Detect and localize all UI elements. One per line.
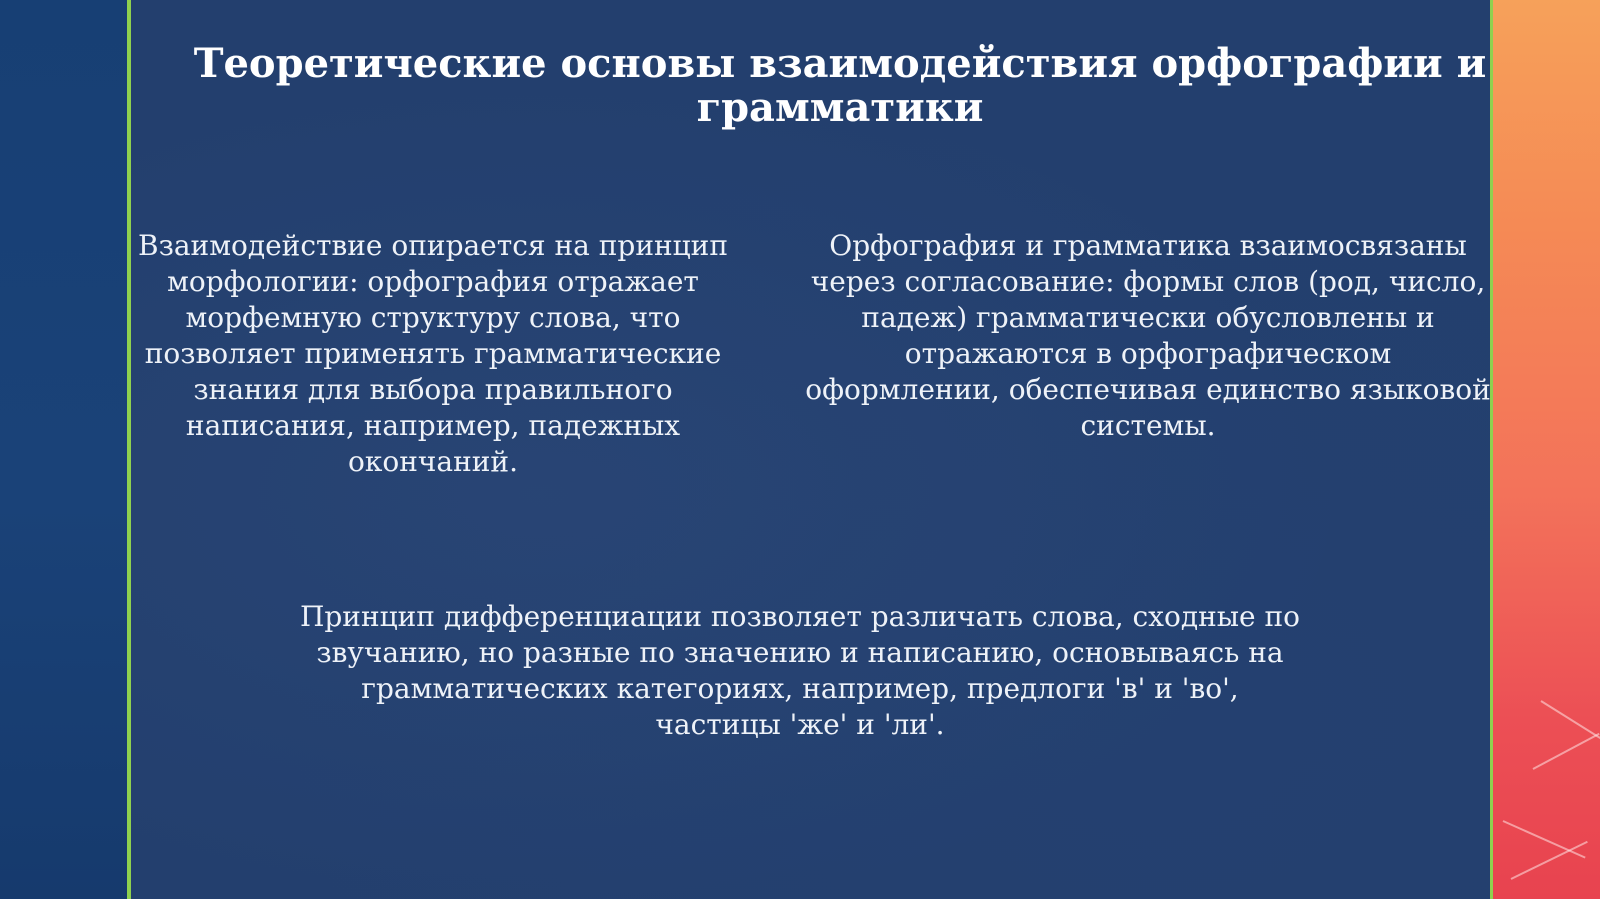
left-background-band — [0, 0, 127, 899]
text-block-agreement: Орфография и грамматика взаимосвязаны через согласование: формы слов (род, число, падеж) грамматически обусловлены и отражаются в орфографическом оформлении, обеспечивая единство языковой системы. — [805, 229, 1491, 442]
right-decorative-band — [1493, 0, 1600, 899]
decorative-line — [1533, 733, 1600, 770]
text-block-differentiation: Принцип дифференциации позволяет различать слова, сходные по звучанию, но разные по значению и написанию, основываясь на грамматических категориях, например, предлоги 'в' и 'во', частицы 'же' и 'ли'. — [299, 600, 1301, 741]
text-block-morphology: Взаимодействие опирается на принцип морфологии: орфография отражает морфемную структуру слова, что позволяет применять грамматические знания для выбора правильного написания, например, падежных окончаний. — [138, 229, 728, 478]
decorative-line — [1540, 700, 1600, 739]
decorative-line — [1503, 820, 1586, 858]
decorative-line — [1511, 841, 1588, 880]
slide-title: Теоретические основы взаимодействия орфографии и грамматики — [193, 40, 1487, 131]
